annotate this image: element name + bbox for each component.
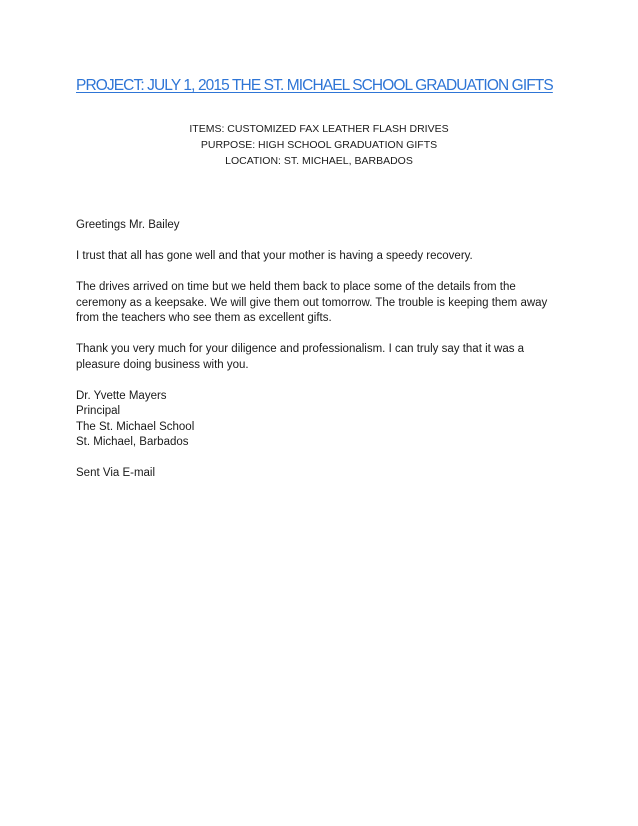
paragraph-1: I trust that all has gone well and that your mother is having a speedy recovery. xyxy=(76,250,473,262)
greeting: Greetings Mr. Bailey xyxy=(76,219,180,231)
signature-block xyxy=(76,389,556,451)
letter-body xyxy=(76,218,556,497)
purpose-line: PURPOSE: HIGH SCHOOL GRADUATION GIFTS xyxy=(200,139,438,151)
signature-organization: The St. Michael School xyxy=(76,420,195,433)
paragraph-3: Thank you very much for your diligence and professionalism. I can truly say that it was a pleasure doing business with you. xyxy=(76,343,525,371)
location-line: LOCATION: ST. MICHAEL, BARBADOS xyxy=(225,155,413,167)
footer-note: Sent Via E-mail xyxy=(76,467,156,479)
items-line: ITEMS: CUSTOMIZED FAX LEATHER FLASH DRIVES xyxy=(189,123,449,135)
signature-location: St. Michael, Barbados xyxy=(76,436,189,448)
signature-name: Dr. Yvette Mayers xyxy=(76,389,167,402)
project-details xyxy=(0,121,638,169)
signature-role: Principal xyxy=(76,405,121,417)
document-title-link[interactable]: PROJECT: JULY 1, 2015 THE ST. MICHAEL SCHOOL GRADUATION GIFTS xyxy=(76,77,553,94)
paragraph-2: The drives arrived on time but we held them back to place some of the details from the ceremony as a keepsake. We will give them out tomorrow. The trouble is keeping them away from the teachers who see them as excellent gifts. xyxy=(76,281,548,324)
